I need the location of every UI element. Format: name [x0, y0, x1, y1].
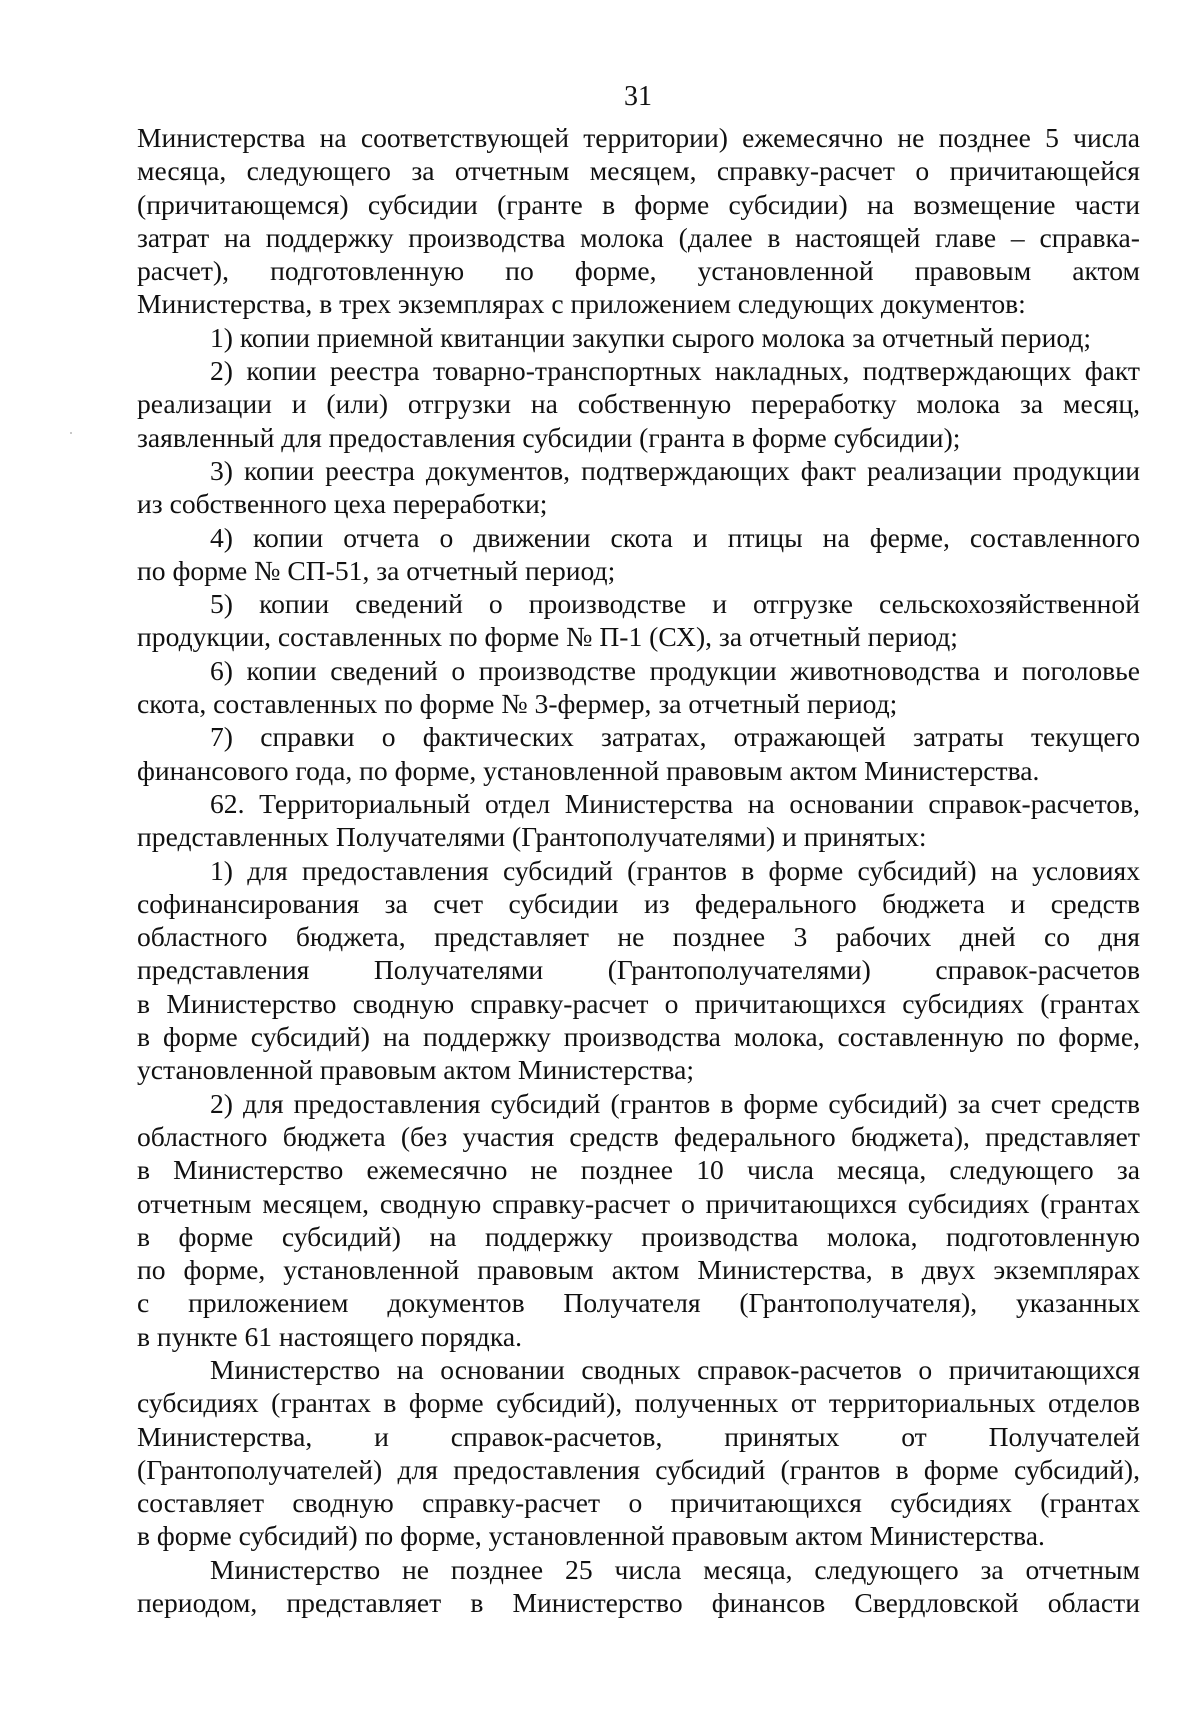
- text-line: расчет), подготовленную по форме, установленной правовым актом: [137, 255, 1140, 287]
- text-line: областного бюджета, представляет не позднее 3 рабочих дней со дня: [137, 921, 1140, 953]
- text-line: с приложением документов Получателя (Грантополучателя), указанных: [137, 1287, 1140, 1319]
- text-line: 6) копии сведений о производстве продукции животноводства и поголовье: [210, 654, 1140, 686]
- text-line: областного бюджета (без участия средств федерального бюджета), представляет: [137, 1120, 1140, 1152]
- text-line: периодом, представляет в Министерство финансов Свердловской области: [137, 1587, 1140, 1619]
- text-line: отчетным месяцем, сводную справку-расчет о причитающихся субсидиях (грантах: [137, 1187, 1140, 1219]
- text-line: 2) копии реестра товарно-транспортных накладных, подтверждающих факт: [210, 355, 1140, 387]
- text-line: по форме № СП-51, за отчетный период;: [137, 554, 616, 586]
- text-line: финансового года, по форме, установленной правовым актом Министерства.: [137, 754, 1040, 786]
- text-line: (Грантополучателей) для предоставления субсидий (грантов в форме субсидий),: [137, 1453, 1140, 1485]
- text-line: 3) копии реестра документов, подтверждающих факт реализации продукции: [210, 454, 1140, 486]
- text-line: по форме, установленной правовым актом Министерства, в двух экземплярах: [137, 1254, 1140, 1286]
- text-line: заявленный для предоставления субсидии (гранта в форме субсидии);: [137, 421, 961, 453]
- text-line: составляет сводную справку-расчет о причитающихся субсидиях (грантах: [137, 1487, 1140, 1519]
- page-number: 31: [624, 81, 652, 112]
- text-line: представленных Получателями (Грантополучателями) и принятых:: [137, 821, 927, 853]
- text-line: Министерство не позднее 25 числа месяца, следующего за отчетным: [210, 1553, 1140, 1585]
- text-line: Министерства на соответствующей территории) ежемесячно не позднее 5 числа: [137, 122, 1140, 153]
- text-line: Министерства, в трех экземплярах с приложением следующих документов:: [137, 288, 1026, 320]
- text-line: представления Получателями (Грантополучателями) справок-расчетов: [137, 954, 1140, 986]
- text-line: (причитающемся) субсидии (гранте в форме субсидии) на возмещение части: [137, 188, 1140, 220]
- scan-speck: [70, 432, 72, 434]
- text-line: из собственного цеха переработки;: [137, 488, 548, 520]
- text-line: в форме субсидий) на поддержку производства молока, подготовленную: [137, 1220, 1140, 1252]
- text-line: реализации и (или) отгрузки на собственную переработку молока за месяц,: [137, 388, 1140, 420]
- text-line: 62. Территориальный отдел Министерства на основании справок-расчетов,: [210, 787, 1140, 819]
- text-line: затрат на поддержку производства молока (далее в настоящей главе – справка-: [137, 221, 1140, 253]
- text-line: Министерства, и справок-расчетов, принятых от Получателей: [137, 1420, 1140, 1452]
- text-line: скота, составленных по форме № 3-фермер, за отчетный период;: [137, 688, 898, 720]
- text-line: в пункте 61 настоящего порядка.: [137, 1320, 522, 1352]
- text-line: 1) копии приемной квитанции закупки сырого молока за отчетный период;: [210, 321, 1092, 353]
- text-line: в Министерство ежемесячно не позднее 10 числа месяца, следующего за: [137, 1154, 1140, 1186]
- text-line: в форме субсидий) по форме, установленной правовым актом Министерства.: [137, 1520, 1045, 1552]
- text-line: продукции, составленных по форме № П-1 (СХ), за отчетный период;: [137, 621, 958, 653]
- text-line: 1) для предоставления субсидий (грантов в форме субсидий) на условиях: [210, 854, 1140, 886]
- text-line: 5) копии сведений о производстве и отгрузке сельскохозяйственной: [210, 588, 1140, 620]
- text-line: в форме субсидий) на поддержку производства молока, составленную по форме,: [137, 1021, 1140, 1053]
- text-line: 4) копии отчета о движении скота и птицы на ферме, составленного: [210, 521, 1140, 553]
- text-line: софинансирования за счет субсидии из федерального бюджета и средств: [137, 887, 1140, 919]
- text-line: в Министерство сводную справку-расчет о причитающихся субсидиях (грантах: [137, 987, 1140, 1019]
- text-line: субсидиях (грантах в форме субсидий), полученных от территориальных отделов: [137, 1387, 1140, 1419]
- document-body: [137, 121, 1140, 1619]
- text-line: Министерство на основании сводных справок-расчетов о причитающихся: [210, 1353, 1140, 1385]
- text-line: установленной правовым актом Министерства;: [137, 1054, 694, 1086]
- text-line: месяца, следующего за отчетным месяцем, справку-расчет о причитающейся: [137, 155, 1140, 187]
- text-line: 2) для предоставления субсидий (грантов в форме субсидий) за счет средств: [210, 1087, 1140, 1119]
- text-line: 7) справки о фактических затратах, отражающей затраты текущего: [210, 721, 1140, 753]
